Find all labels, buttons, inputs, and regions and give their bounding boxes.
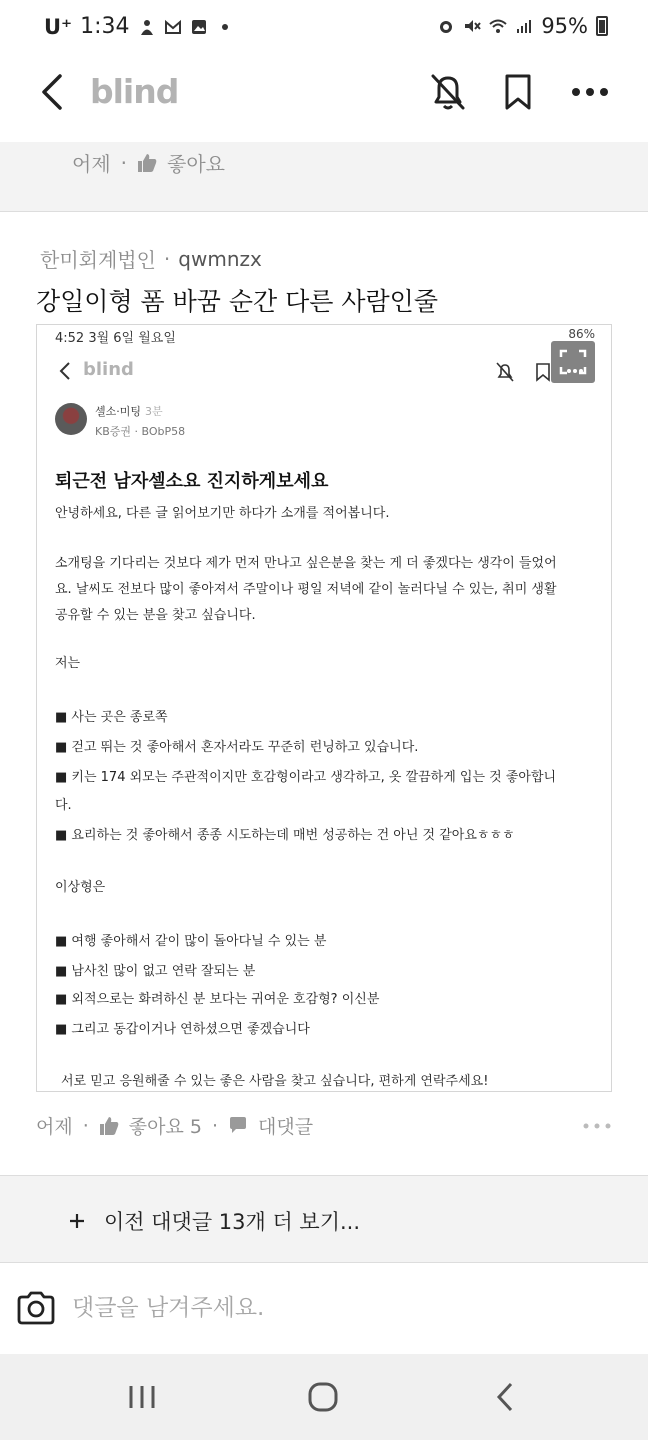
image-status-time: 4:52 3월 6일 월요일 [55, 331, 176, 346]
previous-comment-footer [0, 142, 648, 212]
image-author-sub: KB증권 · BObP58 [95, 425, 186, 438]
meta-separator: · [82, 1114, 89, 1137]
camera-icon[interactable] [16, 1290, 56, 1326]
image-line: 다. [55, 798, 72, 813]
image-avatar [55, 403, 87, 435]
meta-separator: · [211, 1114, 219, 1137]
meta-separator: · [120, 150, 127, 175]
load-more-label[interactable]: 이전 대댓글 13개 더 보기... [104, 1210, 361, 1234]
image-line: ■ 요리하는 것 좋아해서 종종 시도하는데 매번 성공하는 건 아닌 것 같아요ㅎㅎㅎ [55, 828, 515, 843]
image-line: ■ 남사친 많이 없고 연락 잘되는 분 [55, 964, 256, 979]
alarm-icon [437, 17, 455, 35]
load-more-content[interactable] [68, 1206, 360, 1236]
image-line: ■ 키는 174 외모는 주관적이지만 호감형이라고 생각하고, 옷 깔끔하게 입는 것 좋아합니 [55, 770, 557, 785]
system-back-icon[interactable] [488, 1380, 524, 1414]
signal-icon [515, 17, 533, 35]
meta-separator: · [163, 246, 171, 271]
comment-footer [36, 1112, 313, 1139]
clock: 1:34 [80, 14, 130, 39]
image-line: ■ 그리고 동갑이거나 연하셨으면 좋겠습니다 [55, 1022, 310, 1037]
image-bell-off-icon [495, 361, 515, 383]
image-line: 안녕하세요, 다른 글 읽어보기만 하다가 소개를 적어봅니다. [55, 506, 390, 521]
author-nickname: qwmnzx [178, 246, 262, 271]
comment-time: 어제 [36, 1116, 73, 1138]
thumbs-up-icon[interactable] [99, 1116, 119, 1136]
image-chevron-left-icon [57, 361, 73, 381]
author-company: 한미회계법인 [40, 248, 156, 272]
recent-apps-icon[interactable] [124, 1380, 160, 1414]
bookmark-icon[interactable] [498, 70, 538, 114]
image-line: 저는 [55, 656, 81, 671]
image-line: 공유할 수 있는 분을 찾고 싶습니다. [55, 608, 256, 623]
image-line: ■ 걷고 뛰는 것 좋아해서 혼자서라도 꾸준히 런닝하고 있습니다. [55, 740, 419, 755]
image-author [95, 403, 163, 419]
image-app-logo: blind [83, 359, 134, 380]
image-author-name: 셀소·미팅 [95, 405, 142, 418]
comment-time: 어제 [72, 152, 111, 176]
notification-icon [138, 18, 156, 36]
status-bar [0, 0, 648, 58]
reply-button[interactable]: 대댓글 [258, 1116, 314, 1138]
image-line: ■ 외적으로는 화려하신 분 보다는 귀여운 호감형? 이신분 [55, 992, 380, 1007]
image-line: 서로 믿고 응원해줄 수 있는 좋은 사람을 찾고 싶습니다, 편하게 연락주세요! [61, 1074, 489, 1089]
status-left [44, 14, 234, 39]
image-status-battery: 86% [568, 327, 595, 341]
chevron-left-icon[interactable] [34, 72, 74, 112]
app-bar [0, 58, 648, 142]
status-right [437, 14, 608, 38]
plus-icon [68, 1212, 86, 1230]
carrier-label: U⁺ [44, 14, 73, 39]
load-more-replies[interactable] [0, 1175, 648, 1263]
mute-icon [463, 17, 481, 35]
more-horizontal-icon[interactable] [570, 70, 610, 114]
comment-author [40, 244, 262, 273]
image-bookmark-icon [533, 361, 553, 383]
gallery-icon [190, 18, 208, 36]
attached-image[interactable] [36, 324, 612, 1092]
fullscreen-icon[interactable] [551, 341, 595, 383]
battery-icon [596, 16, 608, 36]
bell-off-icon[interactable] [428, 70, 468, 114]
expand-image-button[interactable] [551, 341, 595, 383]
comment [0, 212, 648, 1175]
image-line: ■ 여행 좋아해서 같이 많이 돌아다닐 수 있는 분 [55, 934, 327, 949]
speech-bubble-icon[interactable] [228, 1116, 248, 1136]
like-button[interactable]: 좋아요 5 [128, 1116, 202, 1138]
system-nav-bar [0, 1354, 648, 1440]
comment-text: 강일이형 폼 바꿈 순간 다른 사람인줄 [36, 287, 438, 316]
like-button[interactable]: 좋아요 [167, 152, 225, 176]
previous-comment-meta [72, 148, 225, 177]
more-horizontal-icon[interactable] [582, 1122, 612, 1130]
image-line: ■ 사는 곳은 종로쪽 [55, 710, 168, 725]
dot-icon [216, 18, 234, 36]
comment-input-bar [0, 1264, 648, 1354]
battery-percent: 95% [541, 14, 588, 38]
image-line: 이상형은 [55, 880, 106, 895]
thumbs-up-icon[interactable] [137, 153, 157, 173]
mail-icon [164, 18, 182, 36]
comment-input[interactable] [72, 1286, 612, 1330]
image-post-title: 퇴근전 남자셀소요 진지하게보세요 [55, 471, 329, 492]
wifi-icon [489, 17, 507, 35]
image-author-time: 3분 [145, 405, 163, 418]
app-logo: blind [90, 72, 179, 111]
image-line: 소개팅을 기다리는 것보다 제가 먼저 만나고 싶은분을 찾는 게 더 좋겠다는 생각이 들었어 [55, 556, 557, 571]
image-line: 요. 날씨도 전보다 많이 좋아져서 주말이나 평일 저녁에 같이 놀러다닐 수 있는, 취미 생활 [55, 582, 557, 597]
home-icon[interactable] [305, 1380, 341, 1414]
